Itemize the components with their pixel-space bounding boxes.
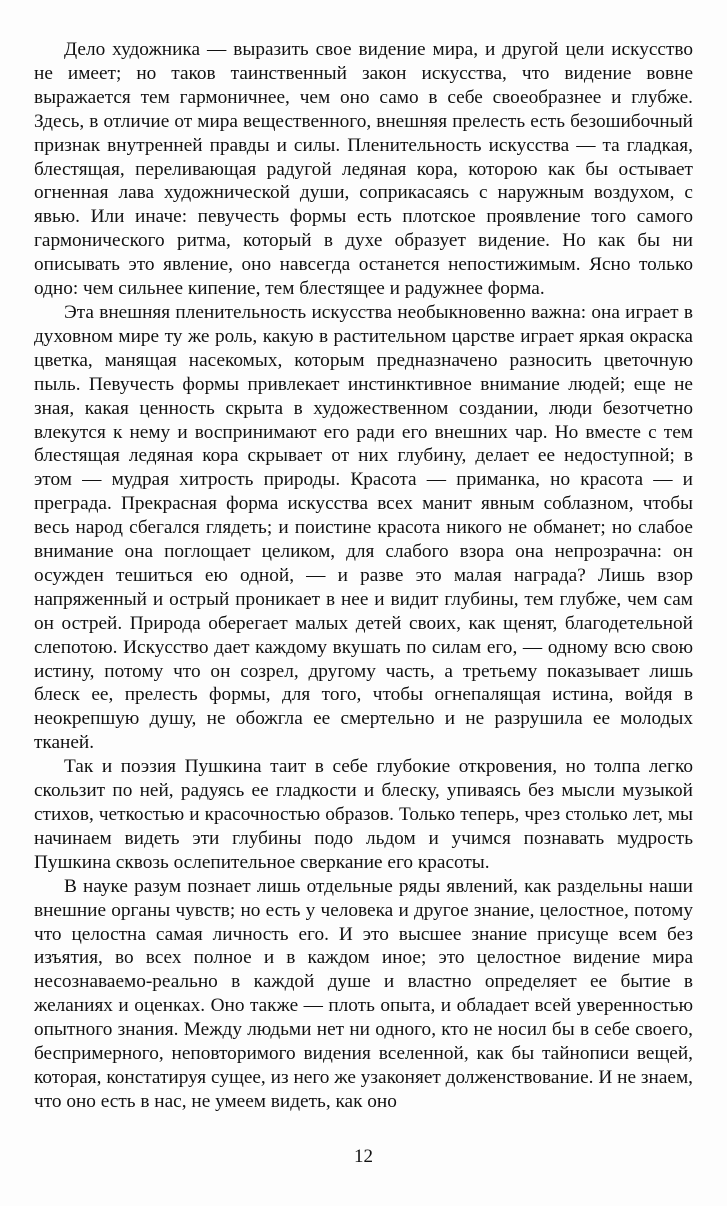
paragraph-2: Эта внешняя пленительность искусства необыкновенно важна: она играет в духовном мире ту же роль, какую в растительном царстве играет яркая окраска цветка, манящая насекомых, которым предназначено разносить цветочную пыль. Певучесть формы привлекает инстинктивное внимание людей; еще не зная, какая ценность скрыта в художественном создании, люди безотчетно влекутся к нему и воспринимают его ради его внешних чар. Но вместе с тем блестящая ледяная кора скрывает от них глубину, делает ее недоступной; в этом — мудрая хитрость природы. Красота — приманка, но красота — и преграда. Прекрасная форма искусства всех манит явным соблазном, чтобы весь народ сбегался глядеть; и поистине красота никого не обманет; но слабое внимание она поглощает целиком, для слабого взора она непрозрачна: он осужден тешиться ею одной, — и разве это малая награда? Лишь взор напряженный и острый проникает в нее и видит глубины, тем глубже, чем сам он острей. Природа оберегает малых детей своих, как щенят, благодетельной слепотою. Искусство дает каждому вкушать по силам его, — одному всю свою истину, потому что он созрел, другому часть, а третьему показывает лишь блеск ее, прелесть формы, для того, чтобы огнепалящая истина, войдя в неокрепшую душу, не обожгла ее смертельно и не разрушила ее молодых тканей. <box>34 301 693 754</box>
paragraph-3: Так и поэзия Пушкина таит в себе глубокие откровения, но толпа легко скользит по ней, радуясь ее гладкости и блеску, упиваясь без мысли музыкой стихов, четкостью и красочностью образов. Только теперь, чрез столько лет, мы начинаем видеть эти глубины подо льдом и учимся познавать мудрость Пушкина сквозь ослепительное сверкание его красоты. <box>34 756 693 873</box>
paragraph-4: В науке разум познает лишь отдельные ряды явлений, как раздельны наши внешние органы чувств; но есть у человека и другое знание, целостное, потому что целостна самая личность его. И это высшее знание присуще всем без изъятия, во всех полное и в каждом иное; это целостное видение мира несознаваемо-реально в каждой душе и властно определяет ее бытие в желаниях и оценках. Оно также — плоть опыта, и обладает всей уверенностью опытного знания. Между людьми нет ни одного, кто не носил бы в себе своего, беспримерного, неповторимого видения вселенной, как бы тайнописи вещей, которая, констатируя сущее, из него же узаконяет долженствование. И не знаем, что оно есть в нас, не умеем видеть, как оно <box>34 875 693 1112</box>
paragraph-1: Дело художника — выразить свое видение мира, и другой цели искусство не имеет; но таков таинственный закон искусства, что видение вовне выражается тем гармоничнее, чем оно само в себе своеобразнее и глубже. Здесь, в отличие от мира вещественного, внешняя прелесть есть безошибочный признак внутренней правды и силы. Пленительность искусства — та гладкая, блестящая, переливающая радугой ледяная кора, которою как бы остывает огненная лава художнической души, соприкасаясь с наружным воздухом, с явью. Или иначе: певучесть формы есть плотское проявление того самого гармонического ритма, который в духе образует видение. Но как бы ни описывать это явление, оно навсегда останется непостижимым. Ясно только одно: чем сильнее кипение, тем блестящее и радужнее форма. <box>34 39 693 300</box>
body-text <box>34 38 693 1114</box>
page-number: 12 <box>354 1146 373 1167</box>
